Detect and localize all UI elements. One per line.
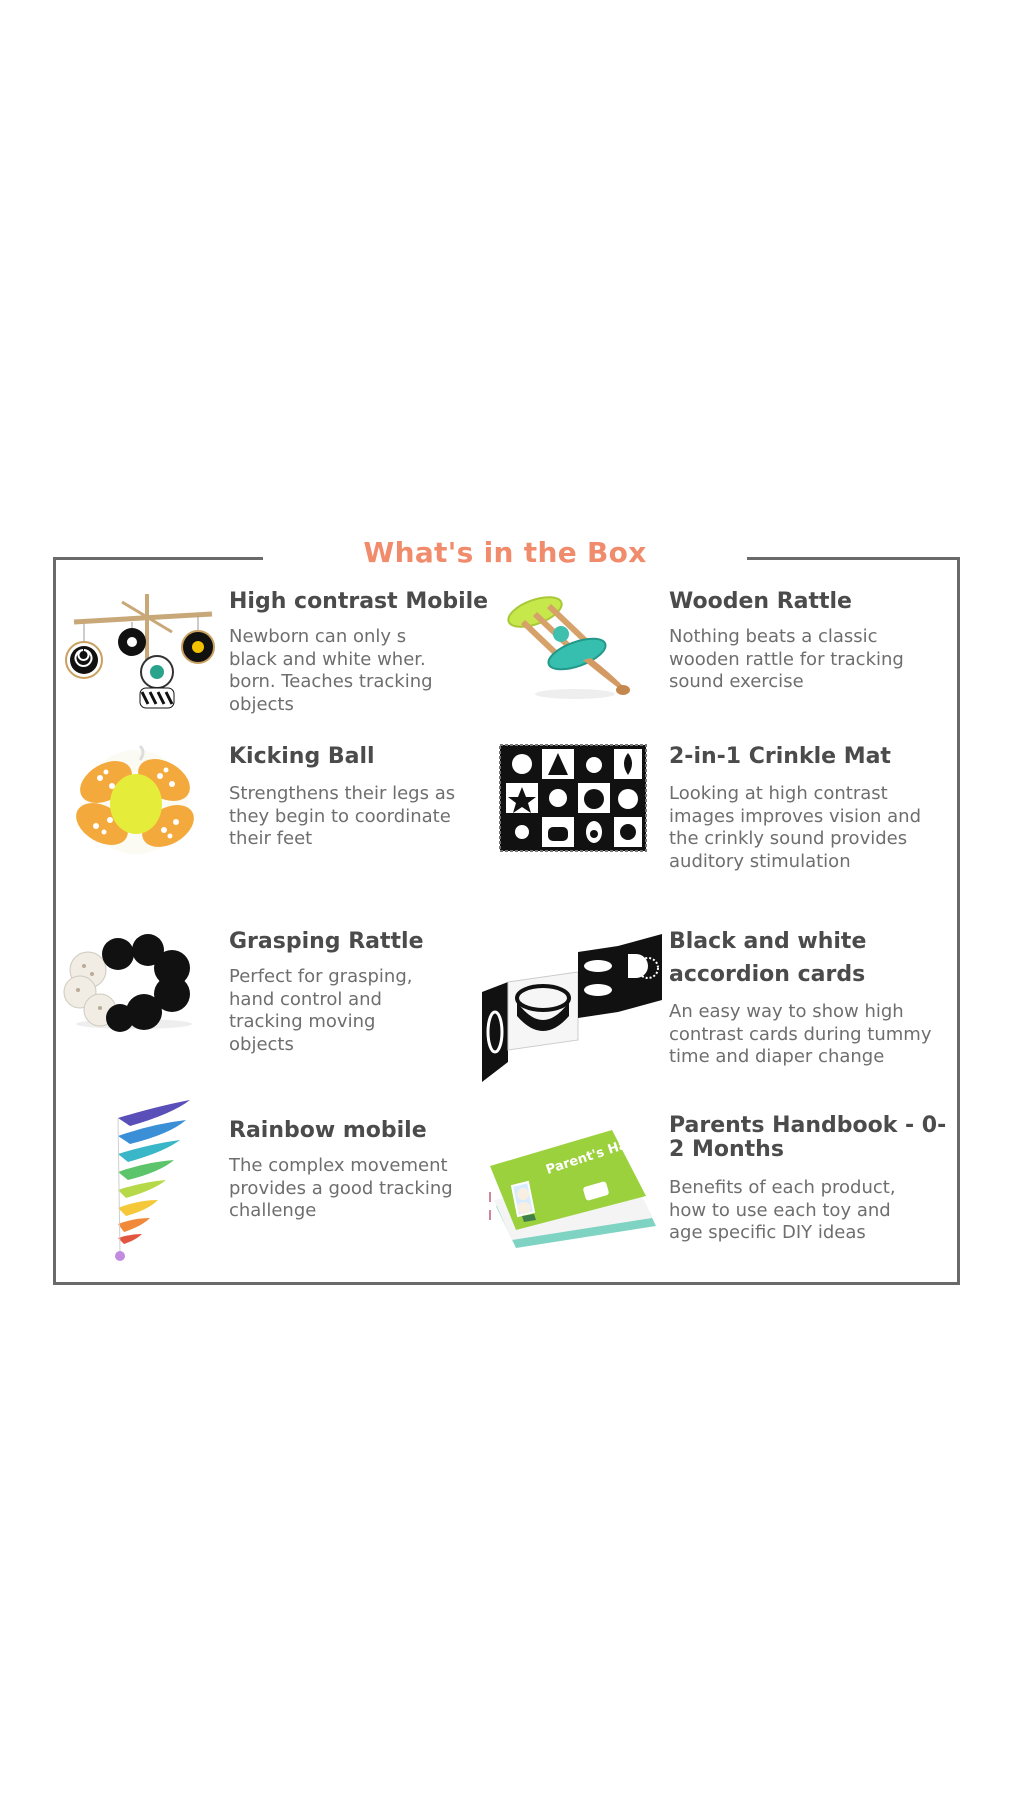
item-description: Looking at high contrast images improves vision and the crinkly sound provides auditory stimulation	[669, 783, 922, 872]
kicking-ball-icon	[64, 740, 214, 860]
item-title: Grasping Rattle	[229, 929, 424, 954]
page-title: What's in the Box	[363, 536, 647, 569]
item-title: Black and white accordion cards	[669, 929, 867, 987]
item-description: Nothing beats a classic wooden rattle for tracking sound exercise	[669, 626, 904, 692]
item-description: Newborn can only s black and white wher. born. Teaches tracking objects	[229, 626, 433, 715]
item-description: An easy way to show high contrast cards during tummy time and diaper change	[669, 1001, 932, 1067]
item-title: Kicking Ball	[229, 744, 375, 769]
item-description: Perfect for grasping, hand control and tracking moving objects	[229, 966, 413, 1055]
item-title: Rainbow mobile	[229, 1118, 427, 1143]
crinkle-mat-icon	[498, 743, 648, 853]
grasping-rattle-icon	[60, 932, 200, 1032]
mobile-icon	[62, 592, 222, 714]
item-description: Benefits of each product, how to use each toy and age specific DIY ideas	[669, 1177, 896, 1243]
item-description: The complex movement provides a good tracking challenge	[229, 1155, 453, 1221]
item-title: Parents Handbook - 0-2 Months	[669, 1113, 947, 1162]
handbook-icon	[486, 1120, 681, 1248]
accordion-cards-icon	[478, 932, 668, 1084]
item-title: High contrast Mobile	[229, 589, 489, 614]
wooden-rattle-icon	[505, 582, 645, 702]
item-title: Wooden Rattle	[669, 589, 852, 614]
item-description: Strengthens their legs as they begin to coordinate their feet	[229, 783, 456, 849]
rainbow-mobile-icon	[106, 1098, 196, 1263]
handbook-cover-text: Parent's Handbook	[544, 1120, 681, 1178]
item-title: 2-in-1 Crinkle Mat	[669, 744, 891, 769]
